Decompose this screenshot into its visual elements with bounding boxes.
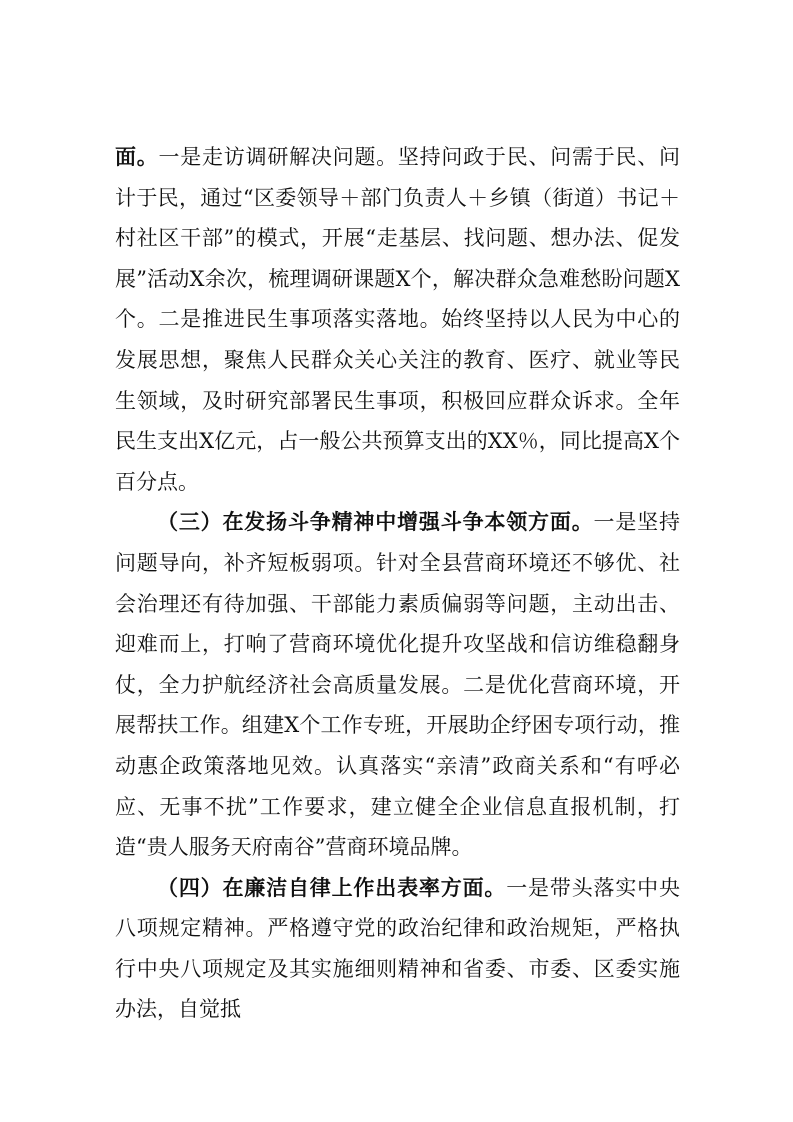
paragraph-1-text: 一是走访调研解决问题。坚持问政于民、问需于民、问计于民，通过“区委领导＋部门负责人＋乡镇（街道）书记＋村社区干部”的模式，开展“走基层、找问题、想办法、促发展”活动X余次，梳理调研课题X个，解决群众急难愁盼问题X个。二是推进民生事项落实落地。始终坚持以人民为中心的发展思想，聚焦人民群众关心关注的教育、医疗、就业等民生领域，及时研究部署民生事项，积极回应群众诉求。全年民生支出X亿元，占一般公共预算支出的XX％，同比提高X个百分点。 xyxy=(115,145,681,494)
paragraph-1-lead: 面。 xyxy=(115,144,159,169)
paragraph-2-text: 一是坚持问题导向，补齐短板弱项。针对全县营商环境还不够优、社会治理还有待加强、干部能力素质偏弱等问题，主动出击、迎难而上，打响了营商环境优化提升攻坚战和信访维稳翻身仗，全力护航经济社会高质量发展。二是优化营商环境，开展帮扶工作。组建X个工作专班，开展助企纾困专项行动，推动惠企政策落地见效。认真落实“亲清”政商关系和“有呼必应、无事不扰”工作要求，建立健全企业信息直报机制，打造“贵人服务天府南谷”营商环境品牌。 xyxy=(115,510,681,860)
paragraph-2 xyxy=(115,502,680,867)
paragraph-1 xyxy=(115,137,680,502)
document-body xyxy=(115,137,680,1030)
paragraph-3-heading: （四）在廉洁自律上作出表率方面。 xyxy=(157,874,507,900)
paragraph-3-text: 一是带头落实中央八项规定精神。严格遵守党的政治纪律和政治规矩，严格执行中央八项规定及其实施细则精神和省委、市委、区委实施办法，自觉抵 xyxy=(115,875,681,1022)
paragraph-3 xyxy=(115,868,680,1030)
paragraph-2-heading: （三）在发扬斗争精神中增强斗争本领方面。 xyxy=(157,509,594,535)
